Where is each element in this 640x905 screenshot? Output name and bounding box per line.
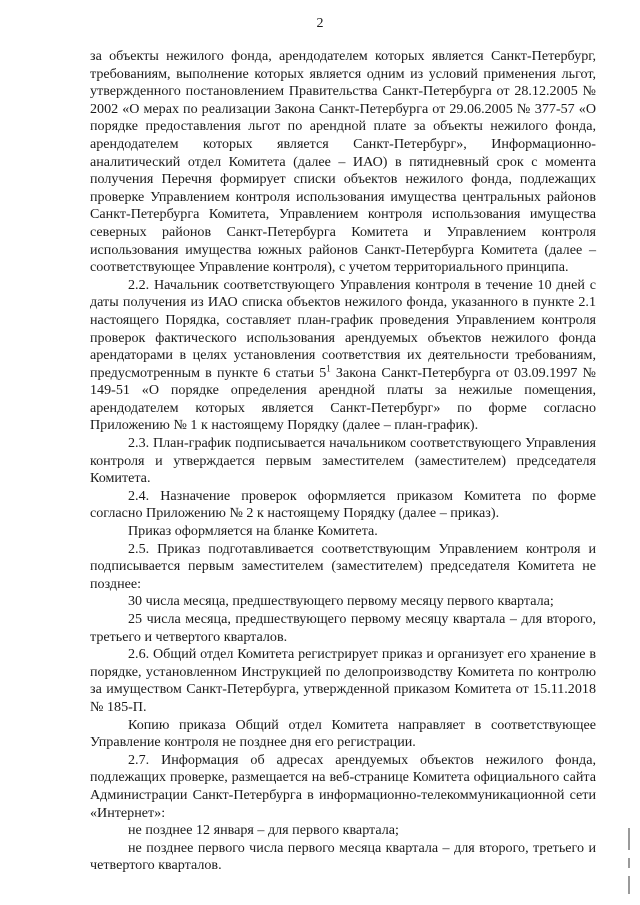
paragraph-2-4: 2.4. Назначение проверок оформляется приказом Комитета по форме согласно Приложению № 2 к настоящему Порядку (далее – приказ). — [90, 487, 596, 522]
paragraph-2-7: 2.7. Информация об адресах арендуемых объектов нежилого фонда, подлежащих проверке, размещается на веб-странице Комитета официального сайта Администрации Санкт-Петербурга в информационно-телекоммуникационной сети «Интернет»: — [90, 751, 596, 821]
paragraph-2-2 — [90, 277, 596, 435]
deadline-other-quarters: 25 числа месяца, предшествующего первому месяцу квартала – для второго, третьего и четвертого кварталов. — [90, 611, 596, 645]
paragraph-2-6: 2.6. Общий отдел Комитета регистрирует приказ и организует его хранение в порядке, установленном Инструкцией по делопроизводству Комитета по контролю за имуществом Санкт-Петербурга, утвержденной приказом Комитета от 15.11.2018 № 185-П. — [90, 646, 596, 715]
scan-edge-mark — [628, 828, 630, 850]
paragraph-2-5: 2.5. Приказ подготавливается соответствующим Управлением контроля и подписывается первым заместителем (заместителем) председателя Комитета не позднее: — [90, 540, 596, 592]
page-number: 2 — [316, 16, 324, 31]
article-superscript: 1 — [326, 363, 331, 373]
paragraph-2-3: 2.3. План-график подписывается начальником соответствующего Управления контроля и утверждается первым заместителем (заместителем) председателя Комитета. — [90, 435, 596, 487]
paragraph-2-2-text-a: 2.2. Начальник соответствующего Управления контроля в течение 10 дней с даты получения из ИАО списка объектов нежилого фонда, указанного в пункте 2.1 настоящего Порядка, составляет план-график проведения Управлением контроля проверок фактического использования арендуемых объектов нежилого фонда арендаторами в целях установления соответствия их деятельности требованиям, предусмотренным в пункте 6 статьи 5 — [90, 276, 596, 381]
paragraph-order-blank: Приказ оформляется на бланке Комитета. — [128, 523, 378, 540]
publish-other-quarters: не позднее первого числа первого месяца квартала – для второго, третьего и четвертого кварталов. — [90, 839, 596, 874]
deadline-first-quarter: 30 числа месяца, предшествующего первому месяцу первого квартала; — [128, 593, 554, 610]
paragraph-2-1-continuation: за объекты нежилого фонда, арендодателем которых является Санкт-Петербург, требованиям, выполнение которых является одним из условий применения льгот, утвержденного постановлением Правительства Санкт-Петербурга от 28.12.2005 № 2002 «О мерах по реализации Закона Санкт-Петербурга от 29.06.2005 № 377-57 «О порядке предоставления льгот по арендной плате за объекты нежилого фонда, арендодателем которых является Санкт-Петербург», Информационно-аналитический отдел Комитета (далее – ИАО) в пятидневный срок с момента получения Перечня формирует списки объектов нежилого фонда, подлежащих проверке Управлением контроля использования имущества центральных районов Санкт-Петербурга Комитета, Управлением контроля использования имущества северных районов Санкт-Петербурга Комитета и Управлением контроля использования имущества южных районов Санкт-Петербурга Комитета (далее – соответствующее Управление контроля), с учетом территориального принципа. — [90, 48, 596, 276]
scan-edge-mark — [628, 876, 630, 894]
document-body — [90, 48, 596, 875]
paragraph-2-2-text-b: Закона Санкт-Петербурга от 03.09.1997 № 149-51 «О порядке определения арендной платы за нежилые помещения, арендодателем которых является Санкт-Петербург» по форме согласно Приложению № 1 к настоящему Порядку (далее – план-график). — [90, 364, 596, 434]
scan-edge-mark — [628, 858, 630, 868]
paragraph-order-copy: Копию приказа Общий отдел Комитета направляет в соответствующее Управление контроля не позднее дня его регистрации. — [90, 716, 596, 751]
publish-first-quarter: не позднее 12 января – для первого квартала; — [128, 822, 399, 839]
